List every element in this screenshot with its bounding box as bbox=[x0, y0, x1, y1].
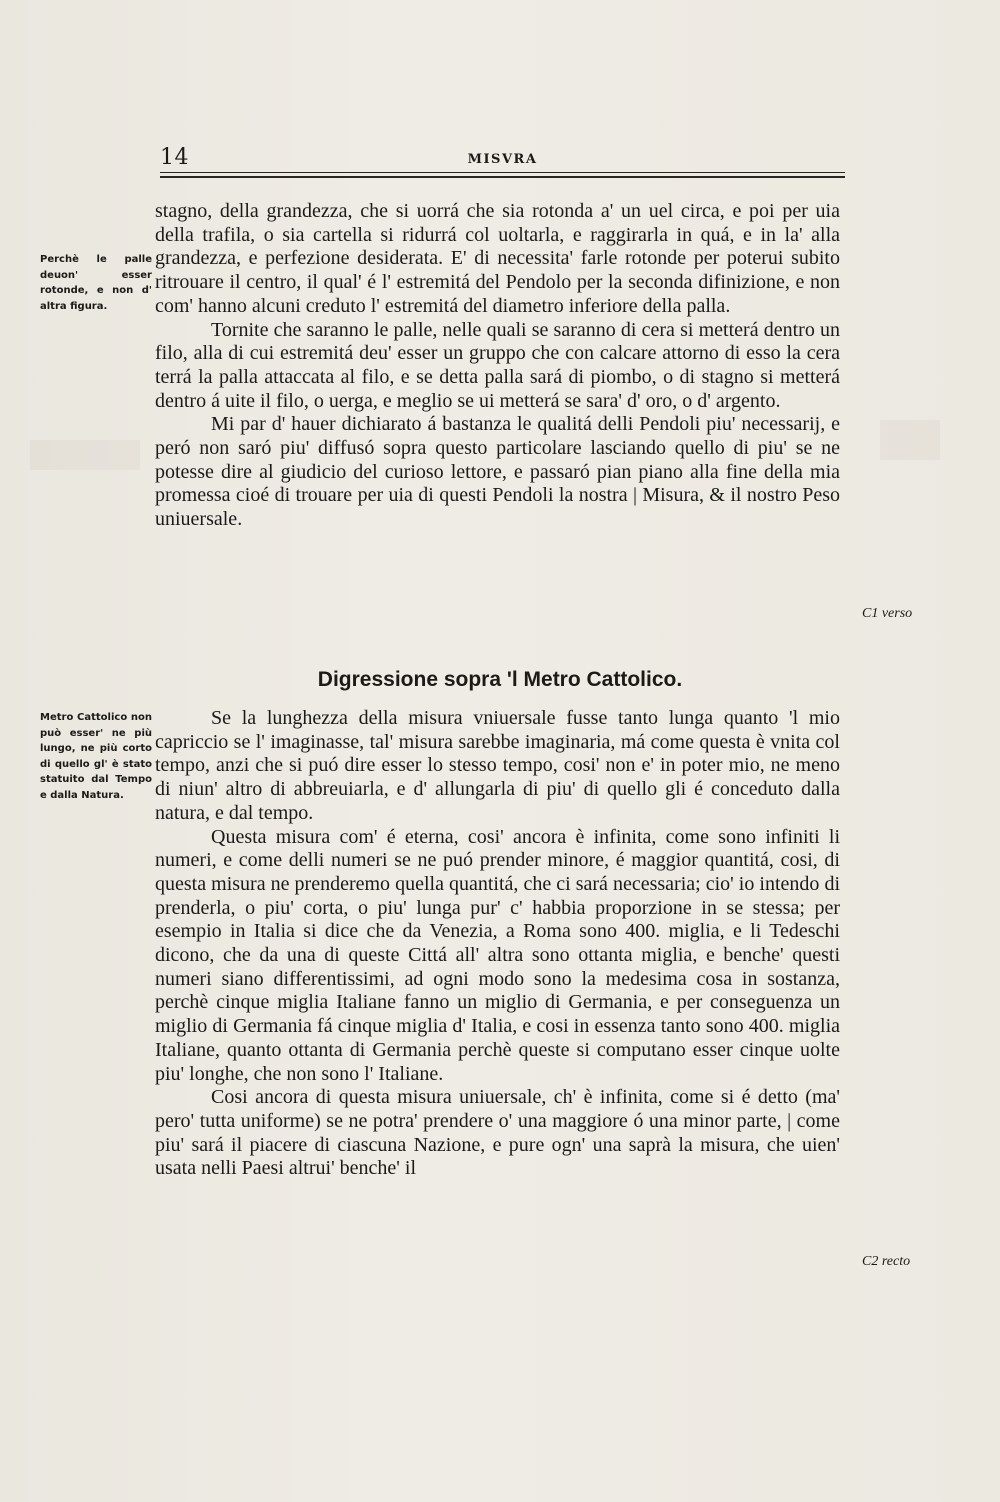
text-block-top bbox=[155, 200, 840, 532]
page-number: 14 bbox=[160, 145, 189, 170]
paragraph: Cosi ancora di questa misura uniuersale, ch' è infinita, come si é detto (ma' pero' tutta uniforme) se ne potra' prendere o' una maggiore ó una minor parte, | come piu' sará il piacere di ciascuna Nazione, e pure ogn' una saprà la misura, che uien' usata nelli Paesi altrui' benche' il bbox=[155, 1086, 840, 1180]
paragraph: Questa misura com' é eterna, cosi' ancora è infinita, come sono infiniti li numeri, e come delli numeri se ne puó prender minore, é maggior quantitá, cosi, di questa misura ne prenderemo quella quantitá, che ci sará necessaria; cio' io intendo di prenderla, o piu' corta, o piu' lunga pur' c' habbia proporzione in se stessa; per esempio in Italia si dice che da Venezia, a Roma sono 400. miglia, e li Tedeschi dicono, che da una di queste Cittá all' altra sono ottanta miglia, e benche' questi numeri siano differentissimi, ad ogni modo sono la medesima cosa in sostanza, perchè cinque miglia Italiane fanno un miglio di Germania, e per conseguenza un miglio di Germania fá cinque miglia d' Italia, e cosi in essenza tanto sono 400. miglia Italiane, quanto ottanta di Germania perchè queste si computano esser cinque uolte piu' longhe, che non sono l' Italiane. bbox=[155, 825, 840, 1085]
bleed-through-mark bbox=[30, 440, 140, 470]
paragraph: Se la lunghezza della misura vniuersale fusse tanto lunga quanto 'l mio capriccio se l' imaginasse, tal' misura sarebbe imaginaria, má come questa è vnita col tempo, anzi che si puó dire esser lo stesso tempo, cosi' non e' in poter mio, ne meno di niun' altro di abbreuiarla, e d' allungarla di piu' di quello gli é conceduto dalla natura, e dal tempo. bbox=[155, 707, 840, 824]
bleed-through-mark bbox=[880, 420, 940, 460]
signature-mark: C1 verso bbox=[862, 606, 913, 621]
header-rule bbox=[160, 176, 845, 178]
running-title: MISVRA bbox=[467, 152, 538, 167]
section-heading: Digressione sopra 'l Metro Cattolico. bbox=[317, 668, 683, 691]
header-rule bbox=[160, 172, 845, 173]
margin-note: Metro Cattolico non può esser' ne più lungo, ne più corto di quello gl' è stato statuito dal Tempo e dalla Natura. bbox=[40, 712, 152, 801]
paragraph: stagno, della grandezza, che si uorrá che sia rotonda a' un uel circa, e poi per uia della trafila, o sia cartella si ridurrá col uoltarla, e raggirarla in quá, e in la' alla grandezza, e perfezione desiderata. E' di necessita' farle rotonde per poterui subito ritrouare il centro, il qual' é l' estremitá del Pendolo per la seconda difinizione, e non com' hanno alcuni creduto l' estremitá del diametro inferiore della palla. bbox=[155, 200, 840, 317]
paragraph: Tornite che saranno le palle, nelle quali se saranno di cera si metterá dentro un filo, alla di cui estremitá deu' esser un gruppo che con calcare attorno di esso la cera terrá la palla attaccata al filo, e se detta palla sará di piombo, o di stagno si metterá dentro á uite il filo, o uerga, e meglio se ui metterá se sara' d' oro, o d' argento. bbox=[155, 318, 840, 412]
margin-note: Perchè le palle deuon' esser rotonde, e non d' altra figura. bbox=[40, 254, 152, 312]
paragraph: Mi par d' hauer dichiarato á bastanza le qualitá delli Pendoli piu' necessarij, e peró non saró piu' diffusó sopra questo particolare lasciando quello di piu' se ne potesse dire al giudicio del curioso lettore, e passaró pian piano alla fine della mia promessa cioé di trouare per uia di questi Pendoli la nostra | Misura, & il nostro Peso uniuersale. bbox=[155, 413, 840, 531]
text-block-bottom bbox=[155, 707, 840, 1181]
signature-mark: C2 recto bbox=[862, 1254, 911, 1269]
page-header bbox=[160, 145, 845, 175]
